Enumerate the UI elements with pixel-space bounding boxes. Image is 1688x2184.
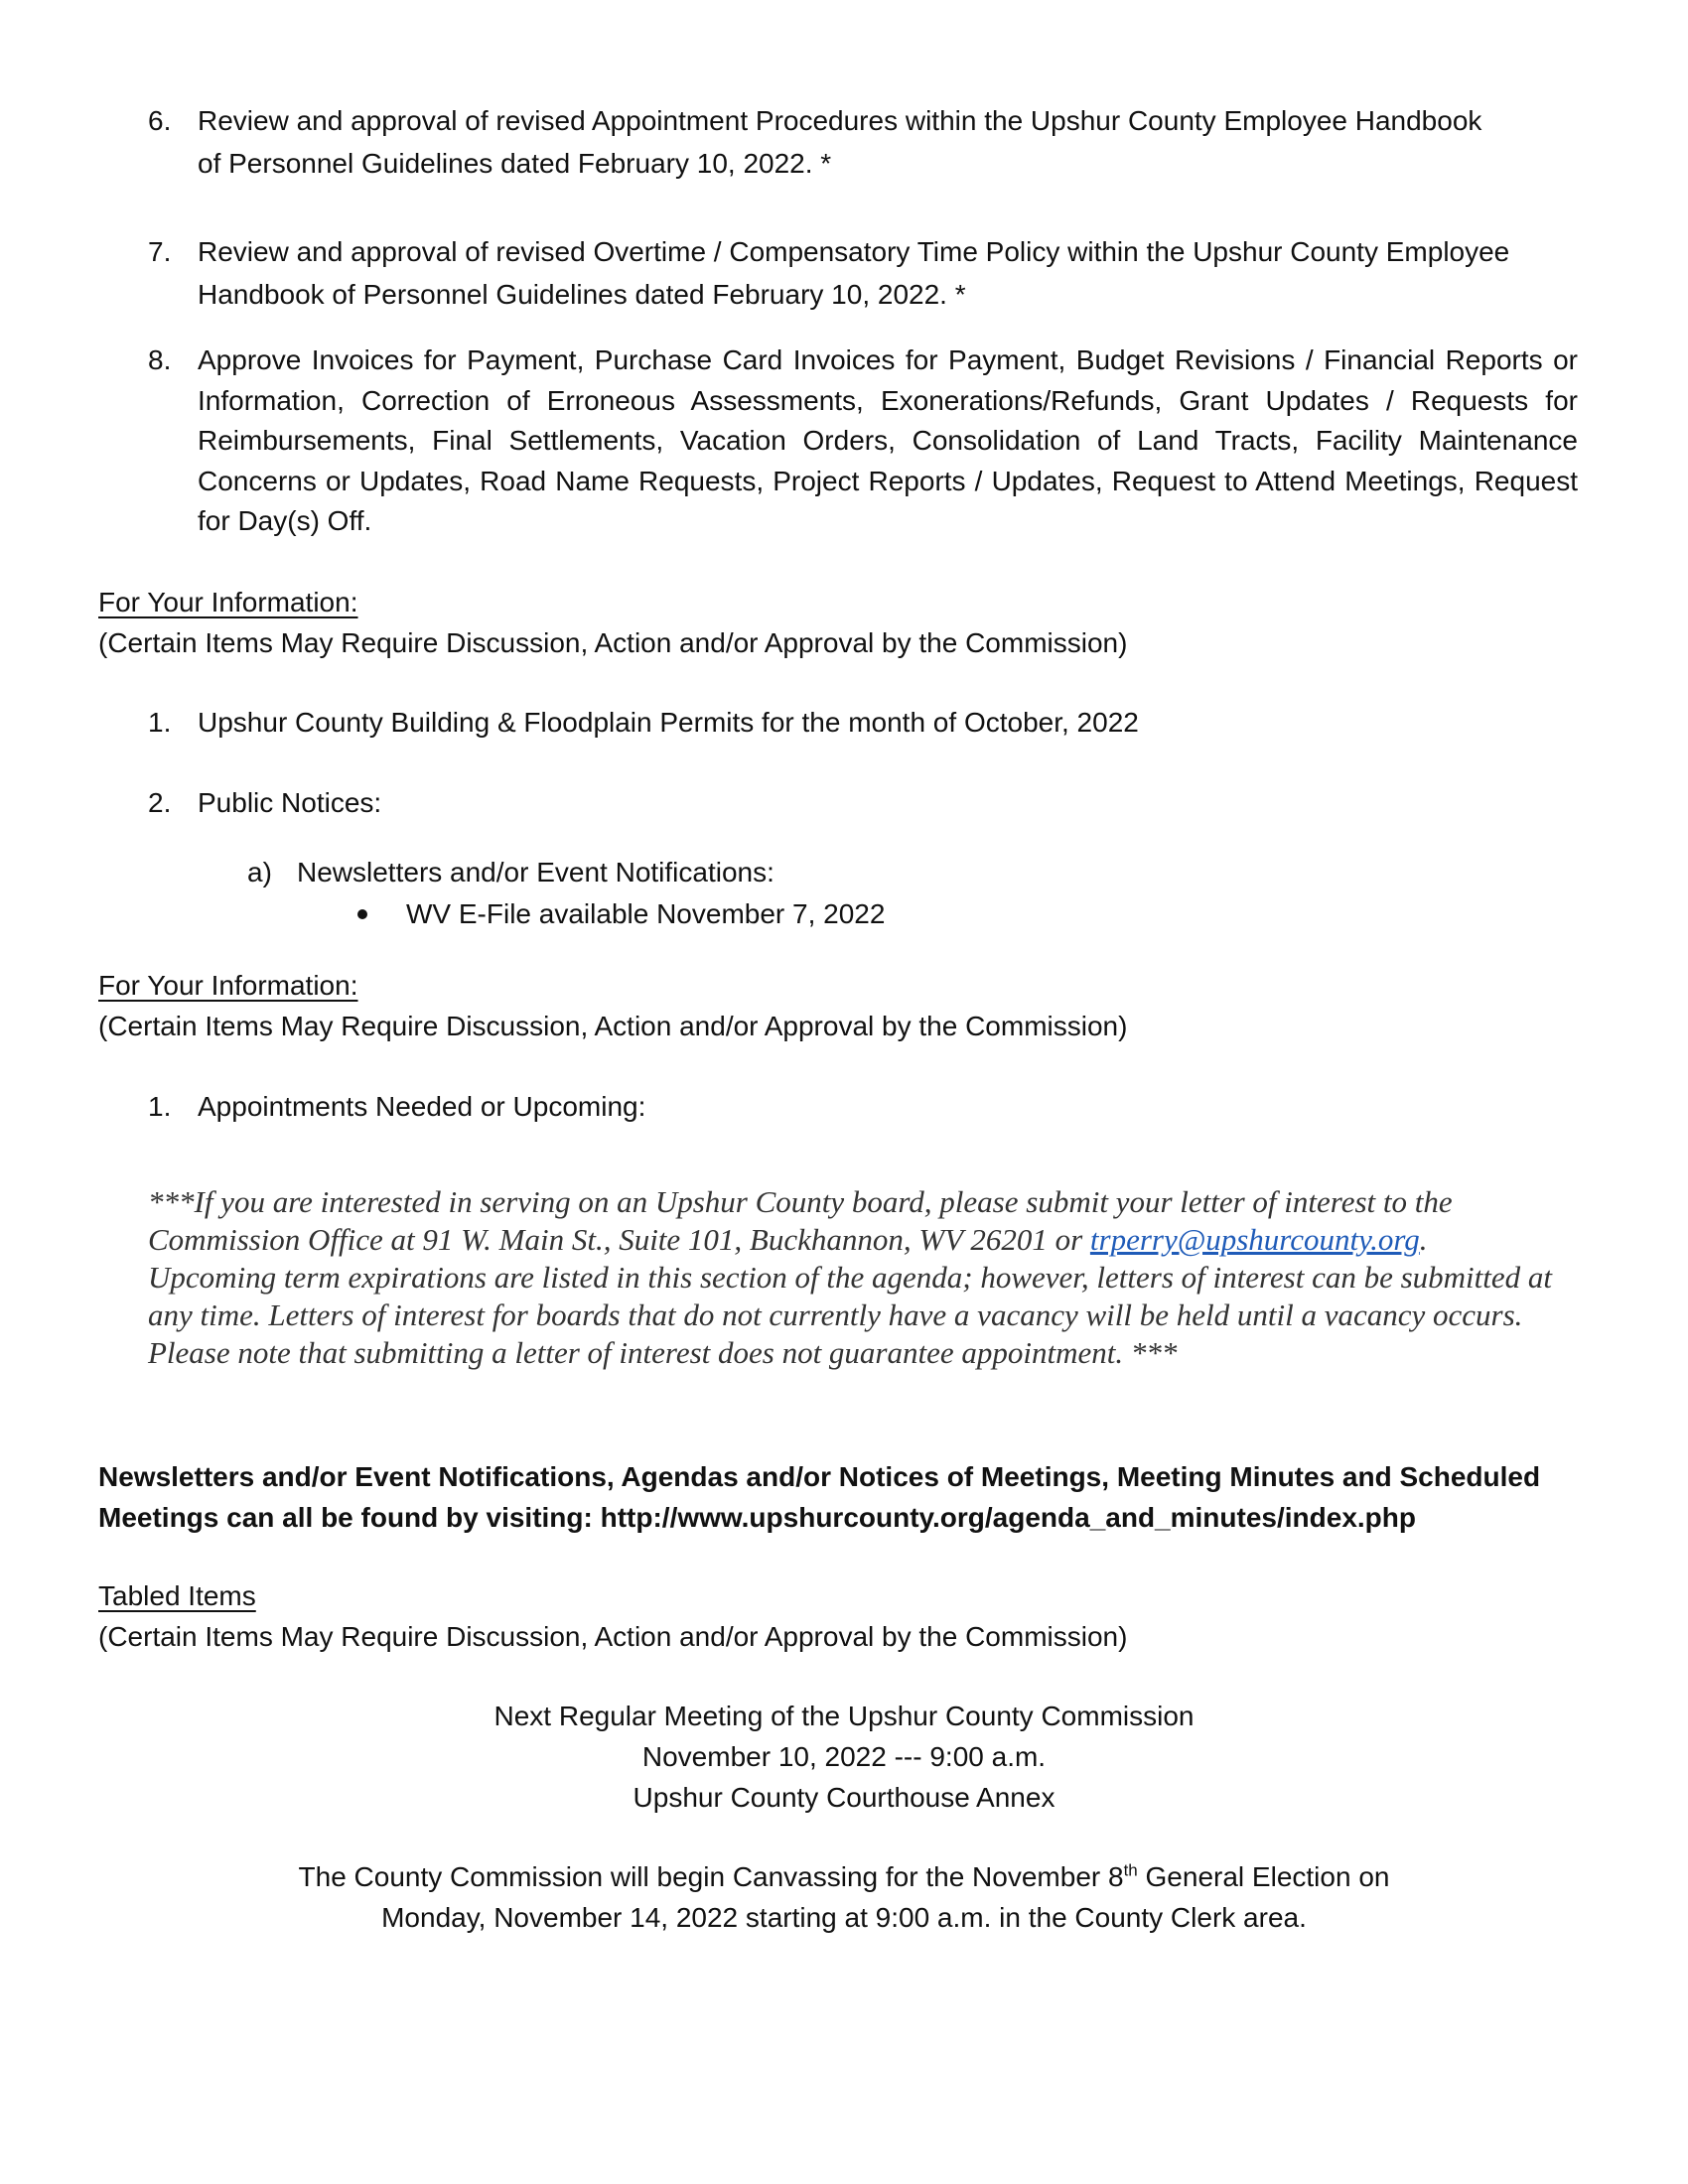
permits-item: Upshur County Building & Floodplain Permits for the month of October, 2022	[198, 707, 1139, 738]
item-number: 6.	[148, 105, 172, 136]
appointments-item: Appointments Needed or Upcoming:	[198, 1091, 646, 1122]
newsletters-subitem: Newsletters and/or Event Notifications:	[297, 857, 774, 887]
public-notices-item: Public Notices:	[198, 787, 382, 818]
next-meeting-date: November 10, 2022 --- 9:00 a.m.	[641, 1741, 1047, 1772]
item-number: 7.	[148, 236, 172, 267]
item-number: 2.	[148, 787, 172, 818]
fyi-subheading: (Certain Items May Require Discussion, Action and/or Approval by the Commission)	[98, 627, 1128, 658]
bullet-icon	[357, 909, 367, 919]
item-number: 1.	[148, 707, 172, 738]
item-number: 1.	[148, 1091, 172, 1122]
subitem-label: a)	[247, 857, 272, 887]
website-notice-line-2: Meetings can all be found by visiting: http://www.upshurcounty.org/agenda_and_minutes/index.php	[98, 1502, 1416, 1533]
item-6-line-1: Review and approval of revised Appointment Procedures within the Upshur County Employee Handbook	[198, 105, 1482, 136]
item-8-text: Approve Invoices for Payment, Purchase Card Invoices for Payment, Budget Revisions / Financial Reports or Information, Correction of Erroneous Assessments, Exonerations/Refunds, Grant Updates / Requests for Reimbursements, Final Settlements, Vacation Orders, Consolidation of Land Tracts, Facility Maintenance Concerns or Updates, Road Name Requests, Project Reports / Updates, Request to Attend Meetings, Request for Day(s) Off.	[198, 344, 1578, 536]
fyi-heading: For Your Information:	[98, 970, 358, 1001]
canvass-notice-line-1	[0, 1857, 1688, 1897]
email-link[interactable]: trperry@upshurcounty.org	[1089, 1222, 1420, 1257]
canvass-text-end: General Election on	[1137, 1861, 1390, 1892]
note-text-start: ***If you are interested in serving on an Upshur County board, please submit your letter of interest to the Commission Office at 91 W. Main St., Suite 101, Buckhannon, WV 26201 or	[148, 1184, 1453, 1257]
item-7-line-2: Handbook of Personnel Guidelines dated February 10, 2022. *	[198, 279, 966, 310]
item-6-line-2: of Personnel Guidelines dated February 10, 2022. *	[198, 148, 832, 179]
tabled-items-heading: Tabled Items	[98, 1580, 256, 1611]
note-text-end: . Upcoming term expirations are listed in this section of the agenda; however, letters of interest can be submitted at any time. Letters of interest for boards that do not currently have a vacancy will be held until a vacancy occurs. Please note that submitting a letter of interest does not guarantee appointment. ***	[148, 1222, 1553, 1370]
fyi-heading: For Your Information:	[98, 587, 358, 617]
tabled-items-subheading: (Certain Items May Require Discussion, Action and/or Approval by the Commission)	[98, 1621, 1128, 1652]
efile-bullet-item: WV E-File available November 7, 2022	[406, 898, 886, 929]
canvass-text-start: The County Commission will begin Canvassing for the November 8	[298, 1861, 1124, 1892]
item-number: 8.	[148, 344, 172, 375]
ordinal-suffix: th	[1123, 1860, 1138, 1880]
website-notice-line-1: Newsletters and/or Event Notifications, Agendas and/or Notices of Meetings, Meeting Minutes and Scheduled	[98, 1461, 1541, 1492]
next-meeting-location: Upshur County Courthouse Annex	[633, 1782, 1055, 1813]
item-7-line-1: Review and approval of revised Overtime / Compensatory Time Policy within the Upshur County Employee	[198, 236, 1510, 267]
canvass-notice-line-2: Monday, November 14, 2022 starting at 9:00 a.m. in the County Clerk area.	[381, 1902, 1307, 1933]
board-interest-note	[148, 1183, 1556, 1372]
fyi-subheading: (Certain Items May Require Discussion, Action and/or Approval by the Commission)	[98, 1011, 1128, 1041]
next-meeting-title: Next Regular Meeting of the Upshur County Commission	[493, 1701, 1195, 1731]
